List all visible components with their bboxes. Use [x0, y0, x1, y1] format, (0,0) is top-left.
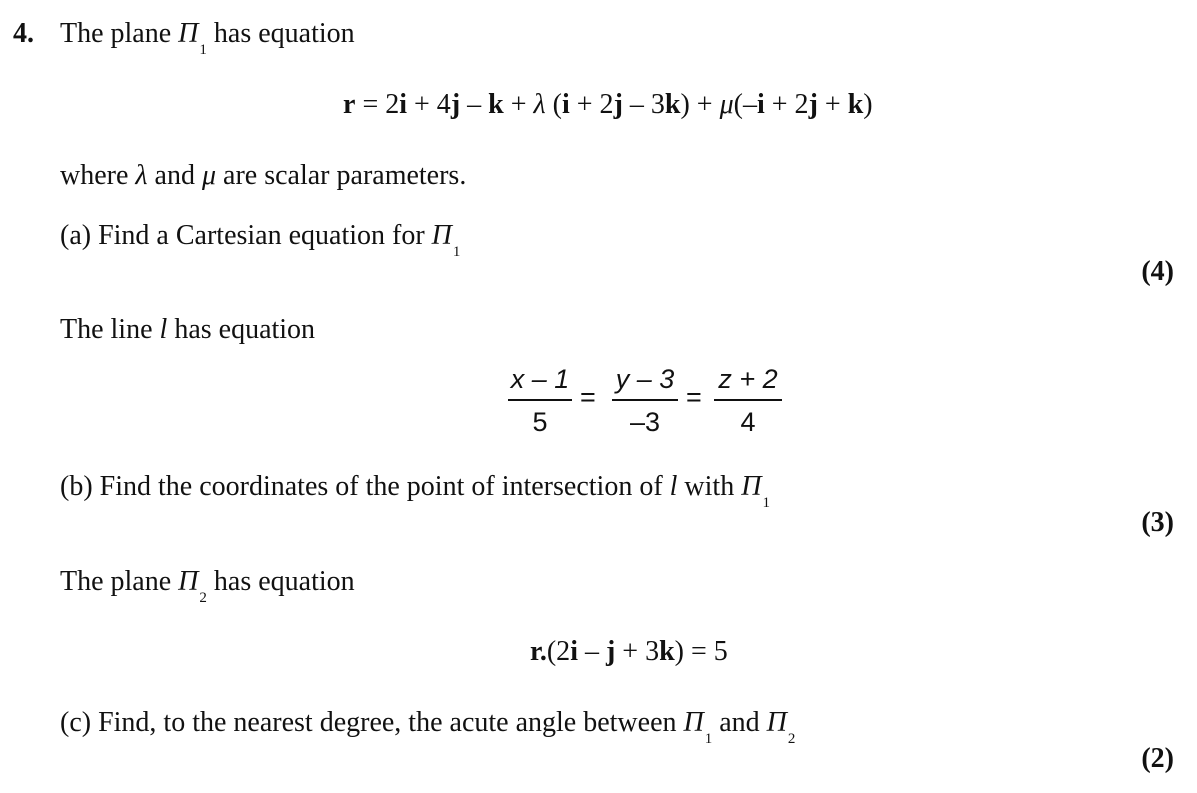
part-a-marks: (4)	[1141, 256, 1174, 287]
vector-symbol: i	[561, 89, 570, 120]
equation-text: + 4	[407, 89, 451, 120]
fraction-bar	[714, 399, 782, 401]
equation-text: + 2	[569, 89, 614, 120]
pi-subscript: 2	[199, 590, 207, 606]
greek-symbol: μ	[719, 89, 734, 120]
equation-text: (2	[546, 636, 571, 667]
vector-symbol: k	[664, 89, 681, 120]
equation-text: –	[460, 89, 489, 120]
equation-text: –	[577, 636, 606, 667]
pi-symbol: Π	[741, 471, 762, 502]
with-text: with	[684, 471, 735, 502]
where-text: where	[60, 160, 129, 191]
scalar-text: are scalar parameters.	[223, 160, 467, 191]
equals-sign: =	[686, 382, 702, 412]
question-number: 4.	[13, 18, 34, 49]
lambda-symbol: λ	[135, 160, 148, 191]
fraction-y-numerator: y – 3	[615, 364, 675, 394]
pi-symbol: Π	[178, 566, 199, 597]
mu-symbol: μ	[201, 160, 217, 191]
intro-tail: has equation	[213, 18, 355, 49]
line-intro	[60, 316, 315, 344]
vector-symbol: j	[808, 89, 818, 120]
pi-subscript: 1	[199, 42, 207, 58]
plane1-intro	[60, 18, 355, 58]
and-text: and	[719, 707, 760, 738]
part-a	[60, 220, 461, 260]
pi-symbol: Π	[683, 707, 704, 738]
equation-text: – 3	[622, 89, 665, 120]
pi-symbol: Π	[766, 707, 787, 738]
intro-lead: The plane	[60, 18, 172, 49]
part-b-label: (b)	[60, 471, 93, 502]
vector-symbol: j	[605, 636, 616, 667]
pi-subscript: 1	[704, 731, 713, 747]
intro-lead: The plane	[60, 566, 172, 597]
line-intro-a: The line	[60, 314, 153, 345]
line-intro-b: has equation	[174, 314, 316, 345]
pi-symbol: Π	[178, 18, 199, 49]
equation-text: (–	[733, 89, 757, 120]
fraction-z-numerator: z + 2	[718, 364, 778, 394]
part-a-text: Find a Cartesian equation for	[98, 220, 425, 251]
equation-text: ) = 5	[674, 636, 728, 667]
equation-text: = 2	[355, 89, 400, 120]
vector-symbol: i	[570, 636, 578, 667]
vector-symbol: k	[659, 636, 675, 667]
line-l-symbol: l	[669, 471, 678, 502]
part-b-text: Find the coordinates of the point of intersection of	[99, 471, 663, 502]
part-c-marks: (2)	[1141, 743, 1174, 774]
vector-r: r	[343, 89, 356, 120]
and-text: and	[154, 160, 195, 191]
fraction-bar	[508, 399, 572, 401]
equation-text: + 3	[615, 636, 660, 667]
greek-symbol: λ	[533, 89, 546, 120]
vector-symbol: i	[399, 89, 408, 120]
pi-symbol: Π	[431, 220, 452, 251]
fraction-x	[508, 366, 572, 436]
plane1-equation-terms	[355, 89, 872, 120]
fraction-x-denominator: 5	[532, 406, 548, 437]
fraction-y	[612, 366, 678, 436]
intro-tail: has equation	[213, 566, 355, 597]
vector-symbol: i	[756, 89, 765, 120]
fraction-x-numerator: x – 1	[510, 364, 570, 394]
part-c-label: (c)	[60, 707, 92, 738]
part-b-marks: (3)	[1141, 507, 1174, 538]
plane2-equation	[530, 638, 728, 666]
part-a-label: (a)	[60, 220, 92, 251]
fraction-y-denominator: –3	[629, 406, 661, 437]
equation-text: ) +	[680, 89, 720, 120]
vector-symbol: j	[450, 89, 461, 120]
pi-subscript: 1	[452, 244, 461, 260]
equation-text: (	[545, 89, 562, 120]
pi-subscript: 2	[787, 731, 796, 747]
plane1-equation	[343, 91, 873, 119]
equation-text: )	[863, 89, 873, 120]
line-l-symbol: l	[159, 314, 168, 345]
plane2-intro	[60, 566, 355, 606]
pi-subscript: 1	[762, 495, 770, 511]
vector-symbol: k	[847, 89, 864, 120]
equals-sign: =	[580, 382, 596, 412]
fraction-bar	[612, 399, 678, 401]
vector-symbol: .	[539, 636, 547, 667]
fraction-z	[714, 366, 782, 436]
part-c	[60, 707, 796, 747]
vector-symbol: j	[613, 89, 623, 120]
equation-text: + 2	[764, 89, 809, 120]
equation-text: +	[817, 89, 848, 120]
where-line	[60, 162, 466, 190]
part-b	[60, 471, 770, 511]
equation-text: +	[503, 89, 534, 120]
fraction-z-denominator: 4	[740, 406, 756, 437]
vector-symbol: r	[530, 636, 540, 667]
part-c-text: Find, to the nearest degree, the acute angle between	[98, 707, 677, 738]
vector-symbol: k	[488, 89, 504, 120]
